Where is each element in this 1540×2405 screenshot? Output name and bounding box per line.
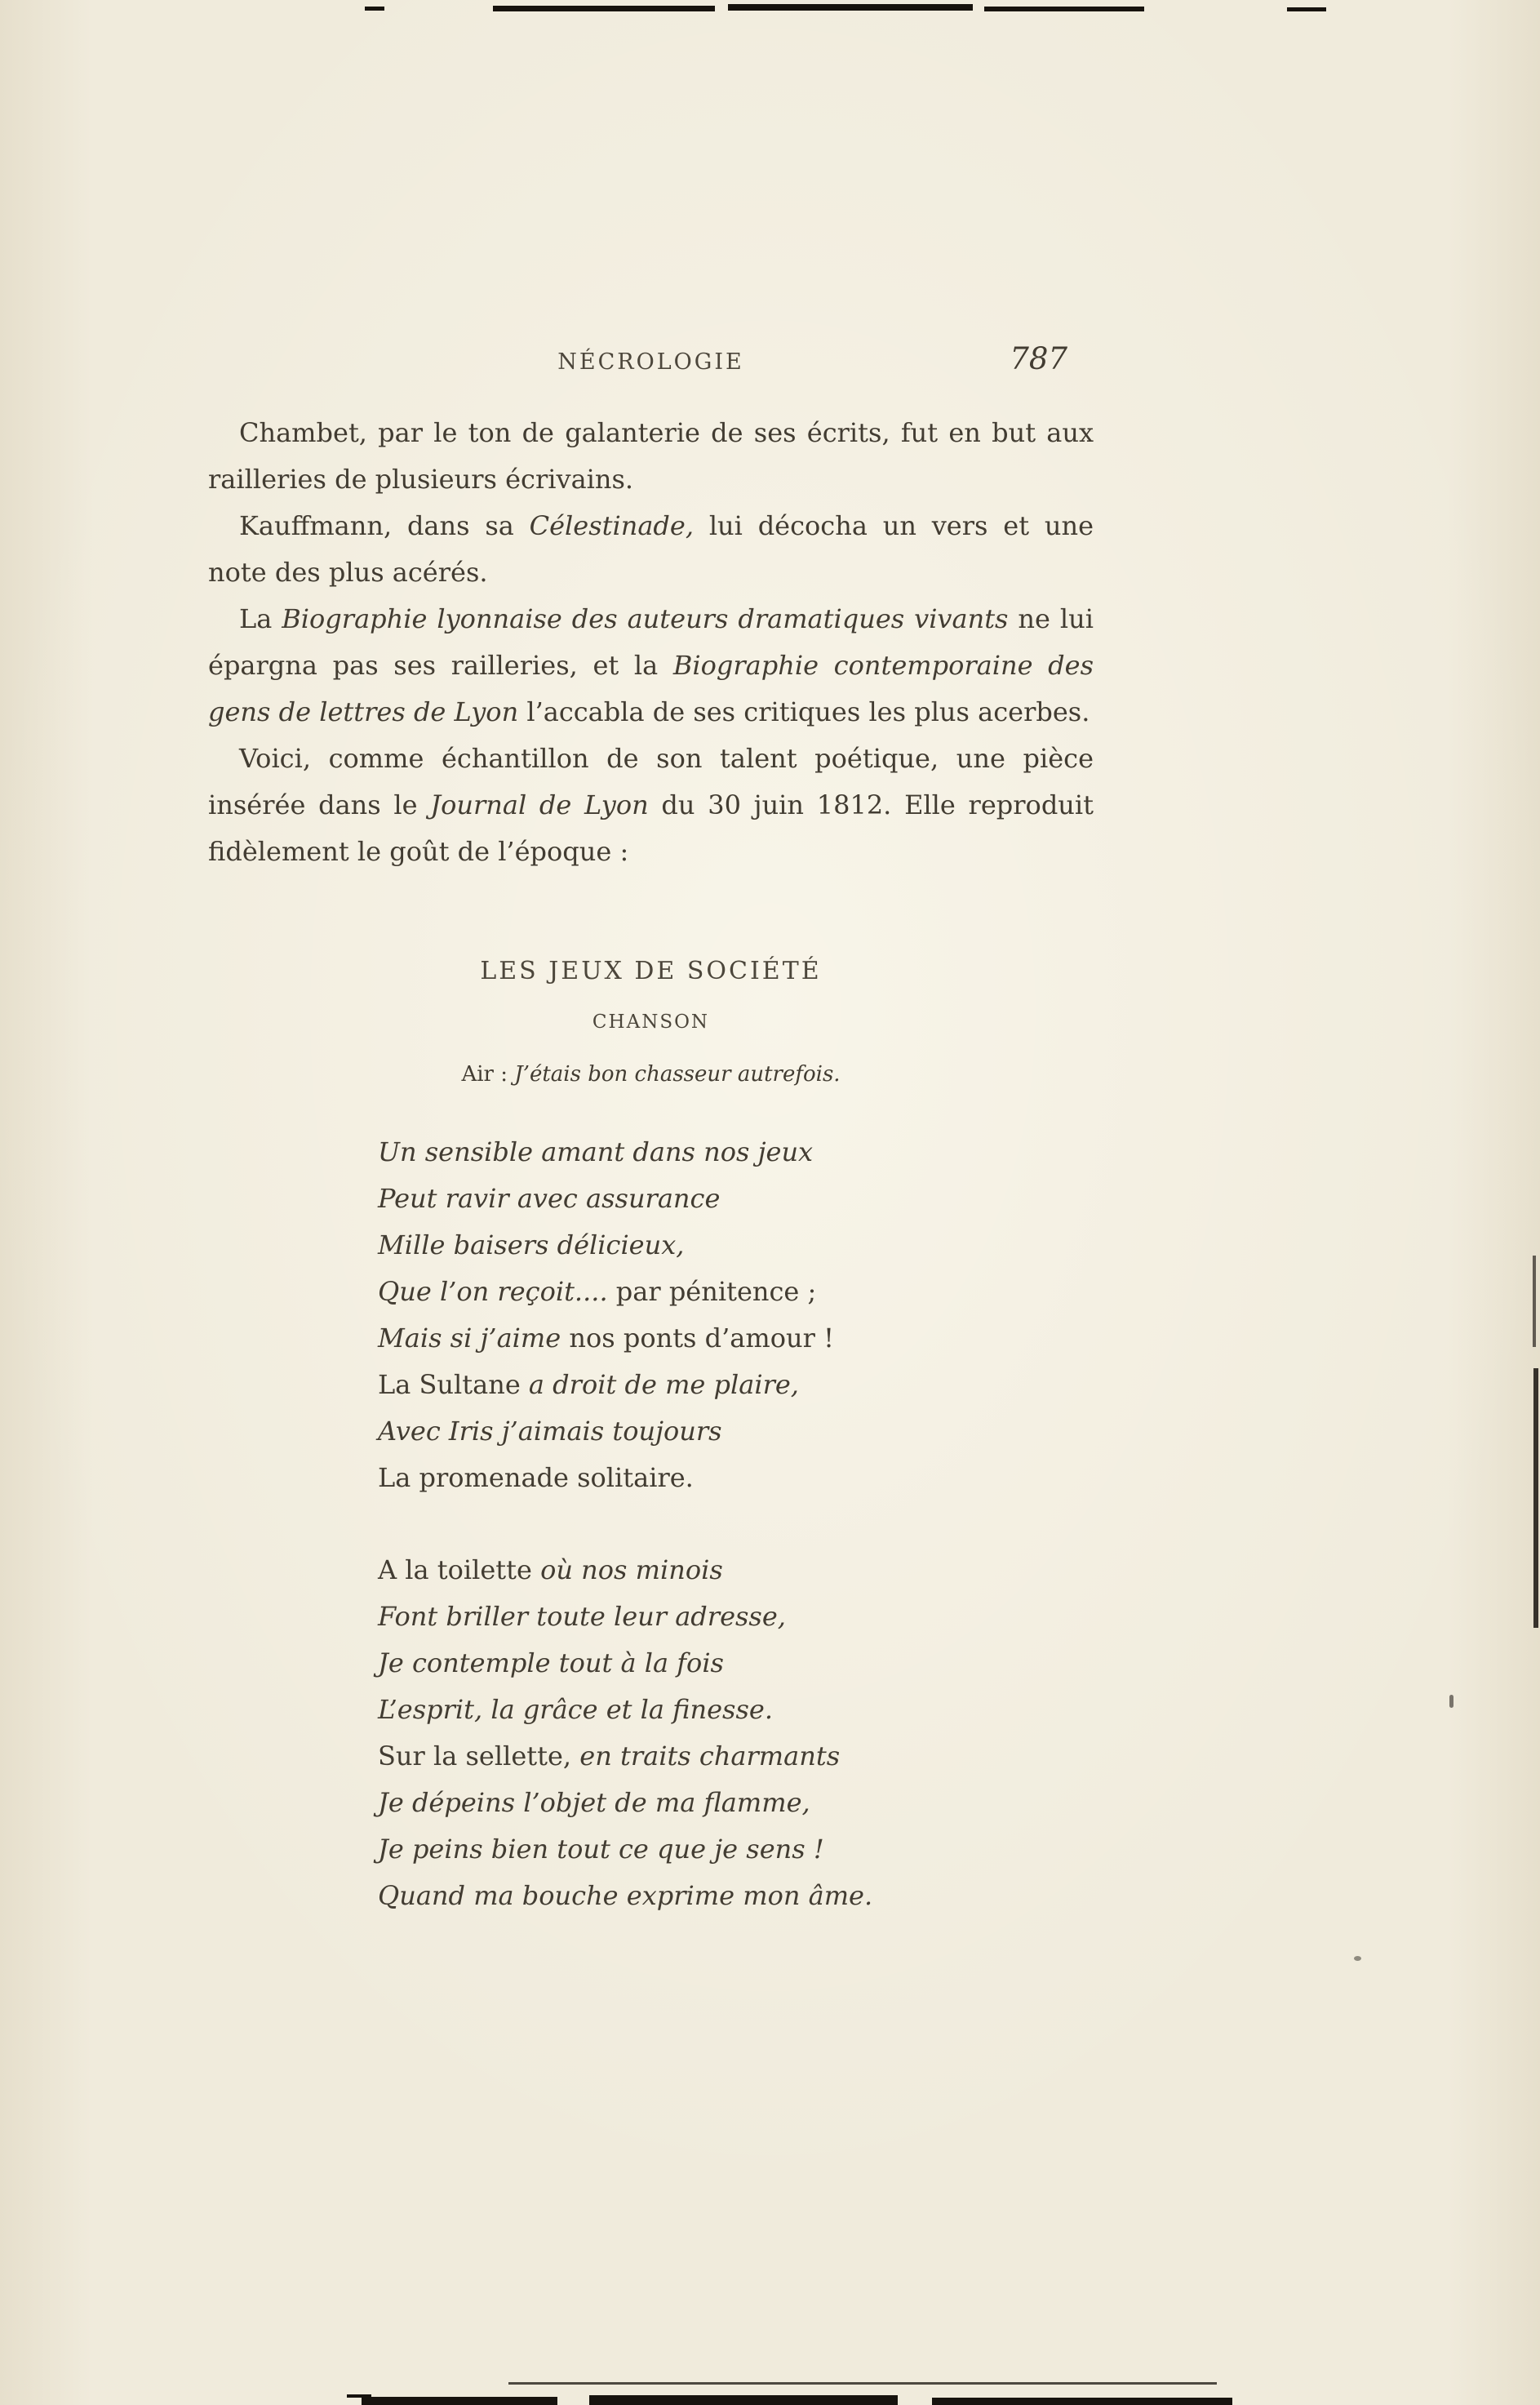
italic-text: Que l’on reçoit.... (378, 1276, 608, 1307)
italic-text: Mais si j’aime (378, 1323, 561, 1354)
roman-text: lui décocha un vers et une note des plus acérés. (208, 510, 1094, 588)
poem-line (378, 1455, 1094, 1501)
italic-text: Mille baisers délicieux, (378, 1229, 685, 1260)
roman-text: du 30 juin 1812. Elle reproduit fidèlement le goût de l’époque : (208, 789, 1094, 867)
roman-text: nos ponts d’amour ! (561, 1323, 834, 1354)
paragraph (208, 596, 1094, 736)
roman-text: Voici, comme échantillon de son talent poétique, une pièce insérée dans le (208, 743, 1094, 820)
italic-text: L’esprit, la grâce et la finesse. (378, 1694, 773, 1725)
scan-artifact-right-edge (1533, 1256, 1536, 1347)
paragraph (208, 503, 1094, 596)
scan-artifact-bottom (508, 2382, 1217, 2385)
scan-artifact-bottom (589, 2395, 898, 2405)
page-content (208, 341, 1094, 1919)
page-header (208, 341, 1094, 389)
poem-line (378, 1176, 1094, 1222)
poem-line (378, 1780, 1094, 1826)
italic-text: Je contemple tout à la fois (378, 1647, 724, 1678)
italic-text: Peut ravir avec assurance (378, 1183, 721, 1214)
poem-stanza (378, 1129, 1094, 1501)
scan-artifact-bottom (932, 2398, 1232, 2405)
italic-text: Biographie lyonnaise des auteurs dramatiques vivants (282, 603, 1009, 634)
roman-text: par pénitence ; (607, 1276, 817, 1307)
poem-stanza (378, 1547, 1094, 1919)
roman-text: Kauffmann, dans sa (239, 510, 530, 541)
italic-text: Journal de Lyon (430, 789, 649, 820)
italic-text: Je dépeins l’objet de ma flamme, (378, 1787, 810, 1818)
poem-line (378, 1873, 1094, 1919)
italic-text: Avec Iris j’aimais toujours (378, 1416, 722, 1447)
paragraph (208, 410, 1094, 503)
poem-line (378, 1733, 1094, 1780)
body-paragraphs (208, 410, 1094, 875)
poem-title: LES JEUX DE SOCIÉTÉ (480, 957, 822, 985)
roman-text: l’accabla de ses critiques les plus acerbes. (518, 696, 1090, 727)
poem-line (378, 1594, 1094, 1640)
poem-line (378, 1826, 1094, 1873)
poem-air-line (208, 1062, 1094, 1087)
scan-speckle (1449, 1695, 1453, 1708)
poem-line (378, 1362, 1094, 1408)
italic-text: en traits charmants (579, 1740, 841, 1772)
scan-speckle (1354, 1956, 1361, 1961)
poem-line (378, 1408, 1094, 1455)
roman-text: Chambet, par le ton de galanterie de ses écrits, fut en but aux railleries de plusieurs écrivains. (208, 417, 1094, 495)
poem-line (378, 1640, 1094, 1687)
italic-text: Célestinade, (529, 510, 695, 541)
italic-text: où nos minois (540, 1554, 723, 1585)
scan-artifact-top (984, 7, 1144, 11)
poem-stanzas (208, 1129, 1094, 1919)
scan-artifact-right-edge (1533, 1368, 1538, 1628)
scan-artifact-top (493, 6, 715, 11)
running-title: NÉCROLOGIE (557, 349, 744, 375)
poem-line (378, 1129, 1094, 1176)
roman-text: La (239, 603, 282, 634)
scan-artifact-top (728, 4, 973, 11)
poem-line (378, 1687, 1094, 1733)
roman-text: La promenade solitaire. (378, 1462, 694, 1493)
italic-text: Je peins bien tout ce que je sens ! (378, 1834, 824, 1865)
poem-section (208, 957, 1094, 1919)
italic-text: Quand ma bouche exprime mon âme. (378, 1880, 873, 1911)
page-number: 787 (1010, 341, 1067, 376)
poem-line (378, 1547, 1094, 1594)
paragraph (208, 736, 1094, 875)
roman-text: A la toilette (378, 1554, 541, 1585)
italic-text: Un sensible amant dans nos jeux (378, 1136, 814, 1167)
roman-text: ne lui épargna pas ses railleries, et la (208, 603, 1094, 681)
poem-line (378, 1315, 1094, 1362)
italic-text: Biographie contemporaine des gens de lettres de Lyon (208, 650, 1094, 727)
italic-text: Font briller toute leur adresse, (378, 1601, 786, 1632)
roman-text: Sur la sellette, (378, 1740, 580, 1772)
poem-air-label: Air : (461, 1062, 515, 1087)
scan-artifact-bottom (362, 2397, 557, 2405)
roman-text: La Sultane (378, 1369, 529, 1400)
scan-artifact-bottom (347, 2394, 371, 2398)
poem-air-value: J’étais bon chasseur autrefois. (514, 1062, 841, 1087)
poem-line (378, 1269, 1094, 1315)
italic-text: a droit de me plaire, (528, 1369, 799, 1400)
poem-subtitle: CHANSON (592, 1011, 710, 1033)
scan-artifact-top (1287, 7, 1326, 11)
poem-line (378, 1222, 1094, 1269)
scan-artifact-top (365, 7, 384, 11)
